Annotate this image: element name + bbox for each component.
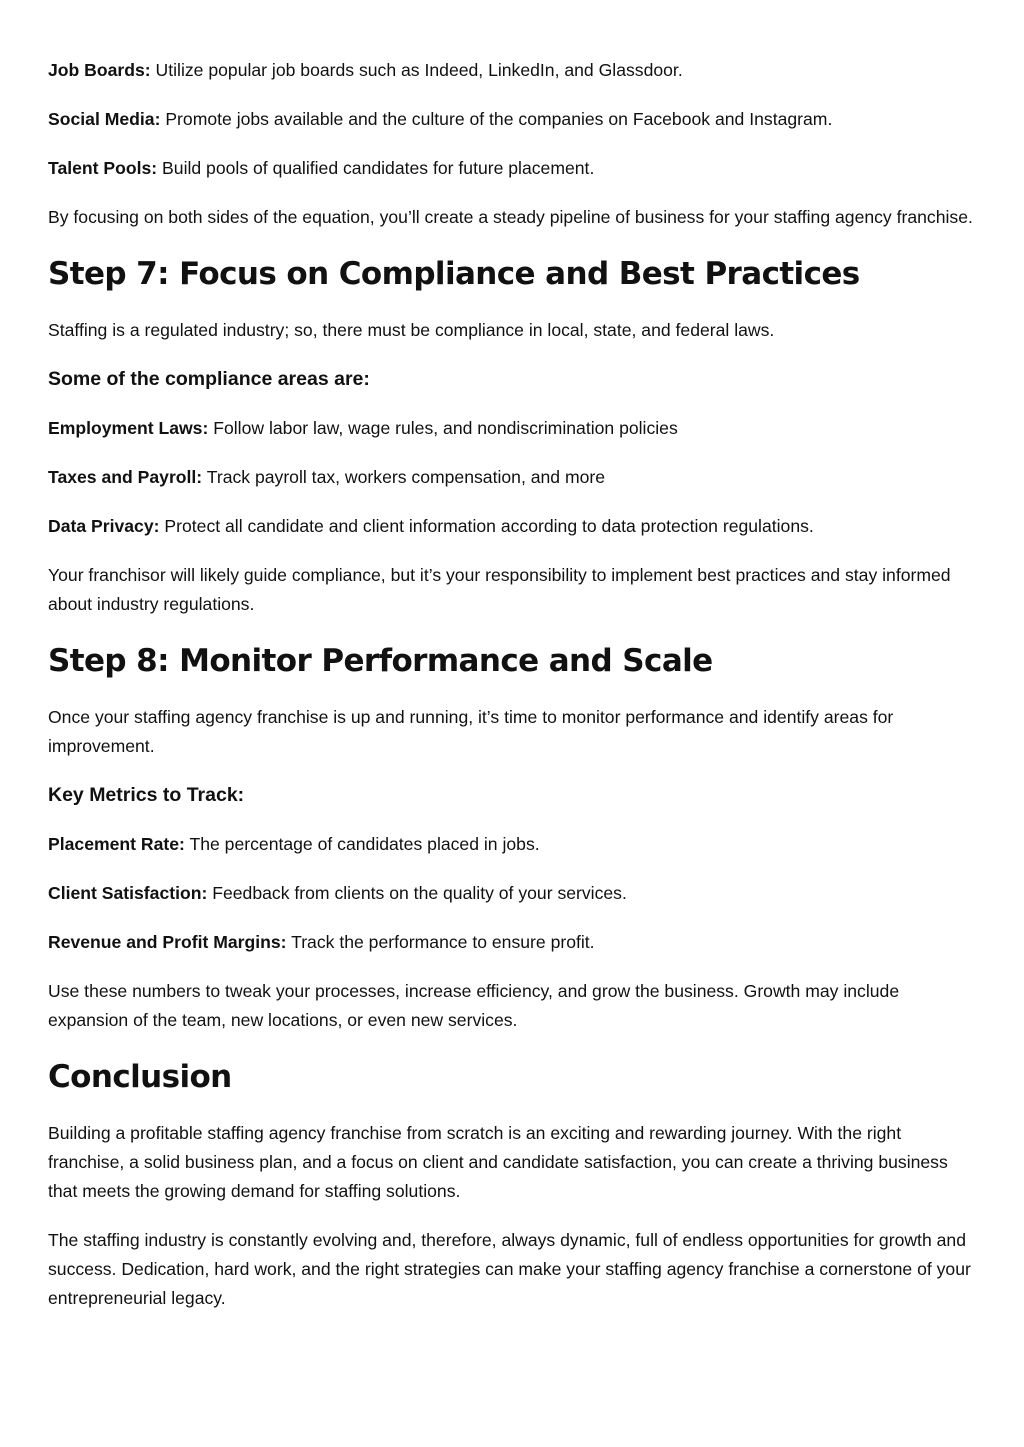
item-term: Revenue and Profit Margins: [48,932,287,952]
item-text: Feedback from clients on the quality of your services. [207,883,627,903]
item-text: Follow labor law, wage rules, and nondiscrimination policies [208,418,678,438]
placement-rate-item [48,830,978,859]
conclusion-paragraph-1: Building a profitable staffing agency franchise from scratch is an exciting and rewarding journey. With the right franchise, a solid business plan, and a focus on client and candidate satisfaction, you can create a thriving business that meets the growing demand for staffing solutions. [48,1123,948,1201]
step7-subheading: Some of the compliance areas are: [48,368,370,390]
item-term: Client Satisfaction: [48,883,208,903]
conclusion-heading: Conclusion [48,1059,232,1095]
item-text: Track payroll tax, workers compensation, and more [202,467,606,487]
step8-intro: Once your staffing agency franchise is up and running, it’s time to monitor performance and identify areas for improvement. [48,707,894,756]
item-term: Social Media: [48,109,161,129]
talent-pools-item [48,154,978,183]
step7-heading: Step 7: Focus on Compliance and Best Practices [48,256,860,292]
employment-laws-item [48,414,978,443]
item-term: Employment Laws: [48,418,209,438]
step8-subheading: Key Metrics to Track: [48,784,245,806]
item-text: Track the performance to ensure profit. [286,932,595,952]
client-satisfaction-item [48,879,978,908]
step8-closing: Use these numbers to tweak your processes, increase efficiency, and grow the business. Growth may include expansion of the team, new locations, or even new services. [48,981,900,1030]
revenue-margins-item [48,928,978,957]
item-text: Protect all candidate and client information according to data protection regulations. [159,516,814,536]
social-media-item [48,105,978,134]
item-term: Data Privacy: [48,516,160,536]
item-text: Utilize popular job boards such as Indeed, LinkedIn, and Glassdoor. [150,60,683,80]
item-term: Talent Pools: [48,158,158,178]
item-text: Build pools of qualified candidates for future placement. [157,158,595,178]
item-term: Taxes and Payroll: [48,467,203,487]
intro-paragraph: By focusing on both sides of the equation, you’ll create a steady pipeline of business for your staffing agency franchise. [48,207,973,227]
data-privacy-item [48,512,978,541]
article-body [48,56,978,1333]
step8-heading: Step 8: Monitor Performance and Scale [48,643,713,679]
job-boards-item [48,56,978,85]
item-term: Placement Rate: [48,834,185,854]
item-term: Job Boards: [48,60,151,80]
taxes-payroll-item [48,463,978,492]
item-text: The percentage of candidates placed in jobs. [184,834,540,854]
conclusion-paragraph-2: The staffing industry is constantly evolving and, therefore, always dynamic, full of endless opportunities for growth and success. Dedication, hard work, and the right strategies can make your staffing agency franchise a cornerstone of your entrepreneurial legacy. [48,1230,971,1308]
step7-closing: Your franchisor will likely guide compliance, but it’s your responsibility to implement best practices and stay informed about industry regulations. [48,565,951,614]
step7-intro: Staffing is a regulated industry; so, there must be compliance in local, state, and federal laws. [48,320,775,340]
item-text: Promote jobs available and the culture of the companies on Facebook and Instagram. [160,109,833,129]
